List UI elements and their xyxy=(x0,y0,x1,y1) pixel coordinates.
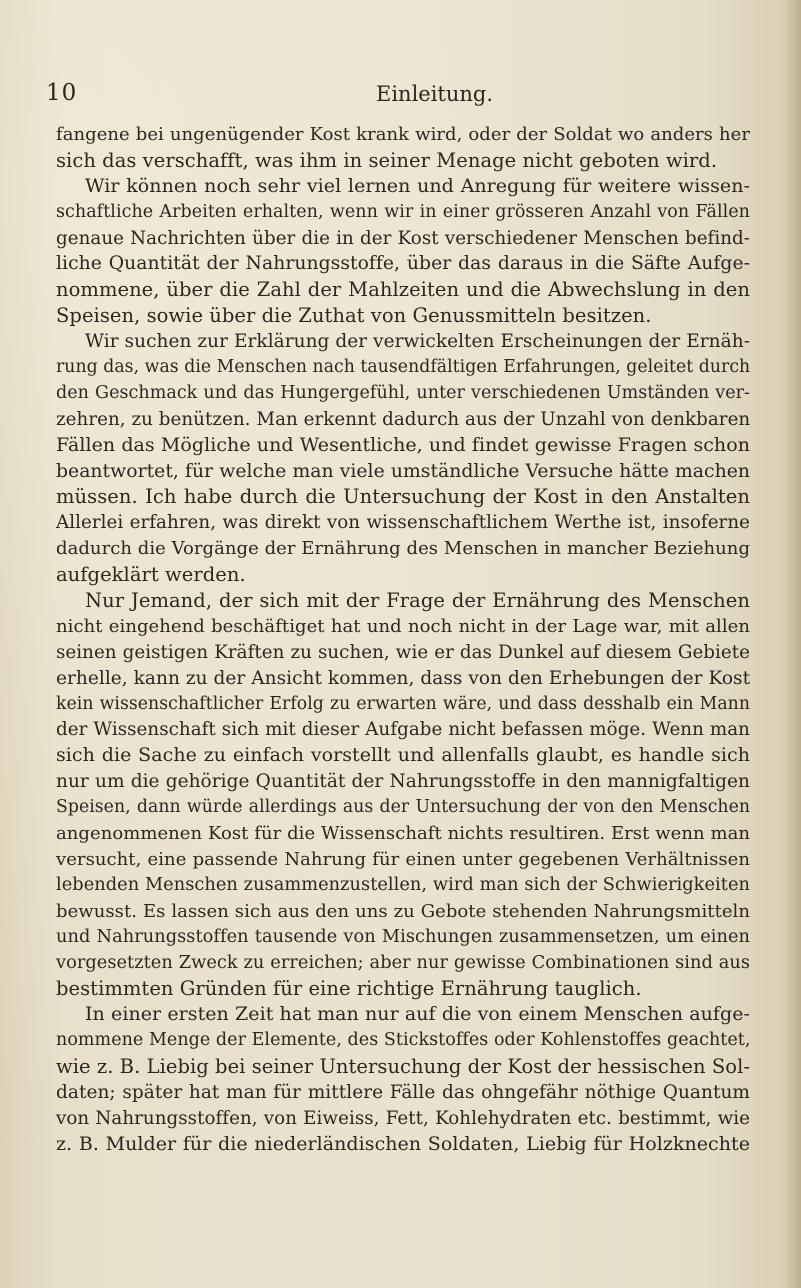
text-line: von Nahrungsstoffen, von Eiweiss, Fett, Kohlehydraten etc. bestimmt, wie xyxy=(56,1107,750,1129)
page-header xyxy=(46,80,746,110)
text-line: wie z. B. Liebig bei seiner Untersuchung der Kost der hessischen Sol- xyxy=(56,1055,751,1079)
text-line: beantwortet, für welche man viele umständliche Versuche hätte machen xyxy=(56,460,750,482)
text-line: In einer ersten Zeit hat man nur auf die von einem Menschen aufge- xyxy=(85,1003,750,1026)
body-text xyxy=(56,122,750,1158)
text-line: Wir suchen zur Erklärung der verwickelten Erscheinungen der Ernäh- xyxy=(85,331,750,353)
text-line: seinen geistigen Kräften zu suchen, wie er das Dunkel auf diesem Gebiete xyxy=(56,641,750,663)
text-line: den Geschmack und das Hungergefühl, unter verschiedenen Umständen ver- xyxy=(56,382,750,403)
text-line: dadurch die Vorgänge der Ernährung des Menschen in mancher Beziehung xyxy=(56,538,751,560)
text-line: nicht eingehend beschäftiget hat und noch nicht in der Lage war, mit allen xyxy=(56,615,750,637)
text-line: sich die Sache zu einfach vorstellt und allenfalls glaubt, es handle sich xyxy=(56,744,750,767)
text-line: kein wissenschaftlicher Erfolg zu erwarten wäre, und dass desshalb ein Mann xyxy=(56,693,750,714)
text-line: bestimmten Gründen für eine richtige Ernährung tauglich. xyxy=(56,977,642,1001)
text-line: Allerlei erfahren, was direkt von wissenschaftlichem Werthe ist, insoferne xyxy=(56,512,750,534)
text-line: der Wissenschaft sich mit dieser Aufgabe nicht befassen möge. Wenn man xyxy=(56,719,750,741)
text-line: fangene bei ungenügender Kost krank wird, oder der Soldat wo anders her xyxy=(56,124,750,145)
text-line: Speisen, dann würde allerdings aus der Untersuchung der von den Menschen xyxy=(56,797,750,818)
text-line: müssen. Ich habe durch die Untersuchung der Kost in den Anstalten xyxy=(56,485,750,509)
text-line: nommene, über die Zahl der Mahlzeiten und die Abwechslung in den xyxy=(56,278,750,302)
text-line: erhelle, kann zu der Ansicht kommen, dass von den Erhebungen der Kost xyxy=(56,667,751,689)
text-line: Nur Jemand, der sich mit der Frage der Ernährung des Menschen xyxy=(85,589,750,613)
text-line: schaftliche Arbeiten erhalten, wenn wir in einer grösseren Anzahl von Fällen xyxy=(56,201,750,222)
text-line: nur um die gehörige Quantität der Nahrungsstoffe in den mannigfaltigen xyxy=(56,771,750,793)
text-line: lebenden Menschen zusammenzustellen, wird man sich der Schwierigkeiten xyxy=(56,874,750,895)
text-line: vorgesetzten Zweck zu erreichen; aber nur gewisse Combinationen sind aus xyxy=(56,952,750,973)
text-line: Speisen, sowie über die Zuthat von Genussmitteln besitzen. xyxy=(56,304,652,328)
text-line: genaue Nachrichten über die in der Kost verschiedener Menschen befind- xyxy=(56,227,750,249)
text-line: sich das verschafft, was ihm in seiner Menage nicht geboten wird. xyxy=(56,148,718,172)
text-line: Wir können noch sehr viel lernen und Anregung für weitere wissen- xyxy=(85,174,750,197)
text-line: daten; später hat man für mittlere Fälle das ohngefähr nöthige Quantum xyxy=(56,1081,750,1103)
text-line: z. B. Mulder für die niederländischen Soldaten, Liebig für Holzknechte xyxy=(56,1132,750,1155)
page-edge-shadow xyxy=(783,0,801,1288)
page-number: 10 xyxy=(46,80,78,106)
running-title: Einleitung. xyxy=(376,82,494,106)
text-line: und Nahrungsstoffen tausende von Mischungen zusammensetzen, um einen xyxy=(56,926,750,947)
text-line: versucht, eine passende Nahrung für einen unter gegebenen Verhältnissen xyxy=(56,848,750,870)
text-line: nommene Menge der Elemente, des Stickstoffes oder Kohlenstoffes geachtet, xyxy=(56,1030,751,1051)
text-line: bewusst. Es lassen sich aus den uns zu Gebote stehenden Nahrungsmitteln xyxy=(56,900,750,922)
text-line: zehren, zu benützen. Man erkennt dadurch aus der Unzahl von denkbaren xyxy=(56,408,751,430)
text-line: aufgeklärt werden. xyxy=(56,563,246,587)
text-line: liche Quantität der Nahrungsstoffe, über das daraus in die Säfte Aufge- xyxy=(56,253,750,275)
text-line: angenommenen Kost für die Wissenschaft nichts resultiren. Erst wenn man xyxy=(56,823,750,845)
text-line: rung das, was die Menschen nach tausendfältigen Erfahrungen, geleitet durch xyxy=(56,357,751,378)
text-line: Fällen das Mögliche und Wesentliche, und findet gewisse Fragen schon xyxy=(56,433,750,456)
